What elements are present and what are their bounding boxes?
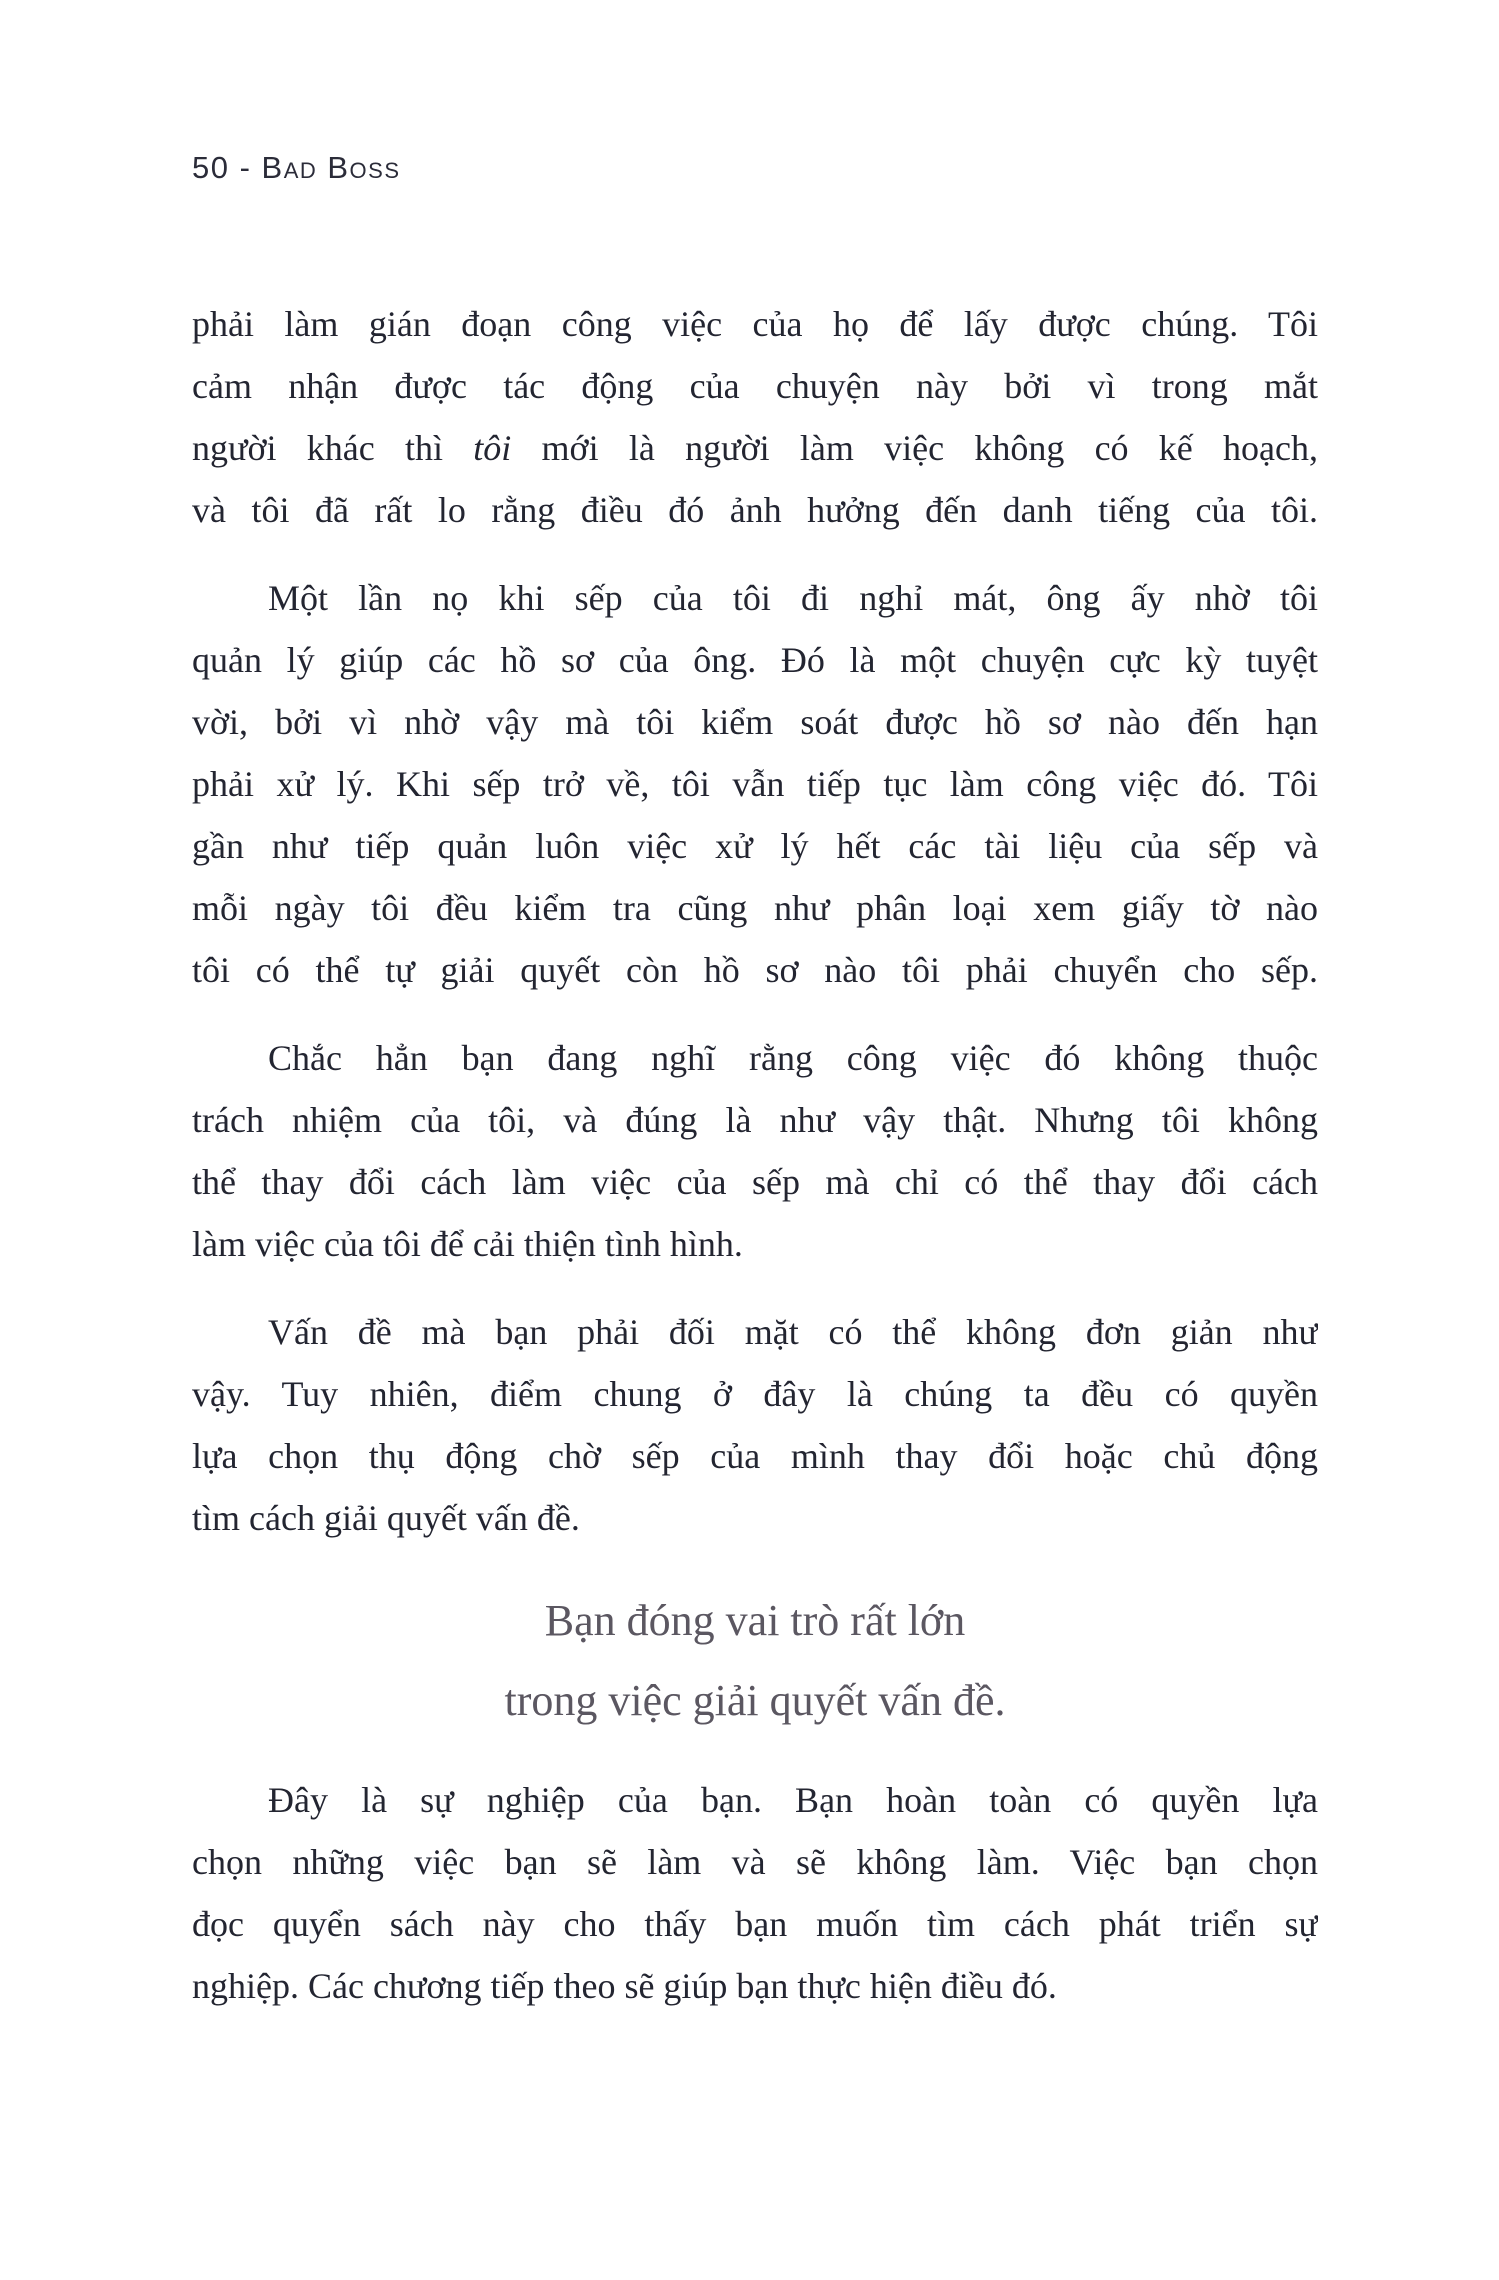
text-line: lựa chọn thụ động chờ sếp của mình thay đổi hoặc chủ động [192,1436,1318,1476]
pull-quote-line: Bạn đóng vai trò rất lớn [544,1596,966,1645]
text-line: Đây là sự nghiệp của bạn. Bạn hoàn toàn có quyền lựa [268,1780,1318,1820]
text-line: vời, bởi vì nhờ vậy mà tôi kiểm soát được hồ sơ nào đến hạn [192,702,1318,742]
text-line: làm việc của tôi để cải thiện tình hình. [192,1224,743,1264]
text-line: phải làm gián đoạn công việc của họ để lấy được chúng. Tôi [192,304,1318,344]
text-line: đọc quyển sách này cho thấy bạn muốn tìm cách phát triển sự [192,1904,1318,1944]
text-line: quản lý giúp các hồ sơ của ông. Đó là một chuyện cực kỳ tuyệt [192,640,1318,680]
text-segment: mới là người làm việc không có kế hoạch, [511,428,1318,468]
paragraph [192,1027,1318,1275]
text-line: mỗi ngày tôi đều kiểm tra cũng như phân loại xem giấy tờ nào [192,888,1318,928]
text-line: tôi có thể tự giải quyết còn hồ sơ nào tôi phải chuyển cho sếp. [192,950,1318,990]
text-line: gần như tiếp quản luôn việc xử lý hết các tài liệu của sếp và [192,826,1318,866]
text-line [192,417,1318,479]
text-line: vậy. Tuy nhiên, điểm chung ở đây là chúng ta đều có quyền [192,1374,1318,1414]
paragraph [192,1301,1318,1549]
paragraph [192,1769,1318,2017]
text-line: nghiệp. Các chương tiếp theo sẽ giúp bạn thực hiện điều đó. [192,1966,1057,2006]
text-line: tìm cách giải quyết vấn đề. [192,1498,580,1538]
text-line: Một lần nọ khi sếp của tôi đi nghỉ mát, ông ấy nhờ tôi [268,578,1318,618]
text-line: thể thay đổi cách làm việc của sếp mà chỉ có thể thay đổi cách [192,1162,1318,1202]
text-line: phải xử lý. Khi sếp trở về, tôi vẫn tiếp tục làm công việc đó. Tôi [192,764,1318,804]
page-header-label: 50 - Bad Boss [192,150,401,185]
paragraph [192,293,1318,541]
text-segment: người khác thì [192,428,474,468]
text-line: Chắc hẳn bạn đang nghĩ rằng công việc đó không thuộc [268,1038,1318,1078]
paragraph [192,567,1318,1001]
page-content [192,293,1318,2043]
text-line: cảm nhận được tác động của chuyện này bởi vì trong mắt [192,366,1318,406]
pull-quote-line: trong việc giải quyết vấn đề. [504,1676,1006,1725]
text-line: trách nhiệm của tôi, và đúng là như vậy thật. Nhưng tôi không [192,1100,1318,1140]
emphasized-word: tôi [473,428,512,468]
pull-quote [192,1581,1318,1741]
text-line: và tôi đã rất lo rằng điều đó ảnh hưởng đến danh tiếng của tôi. [192,490,1318,530]
text-line: Vấn đề mà bạn phải đối mặt có thể không đơn giản như [268,1312,1318,1352]
text-line: chọn những việc bạn sẽ làm và sẽ không làm. Việc bạn chọn [192,1842,1318,1882]
